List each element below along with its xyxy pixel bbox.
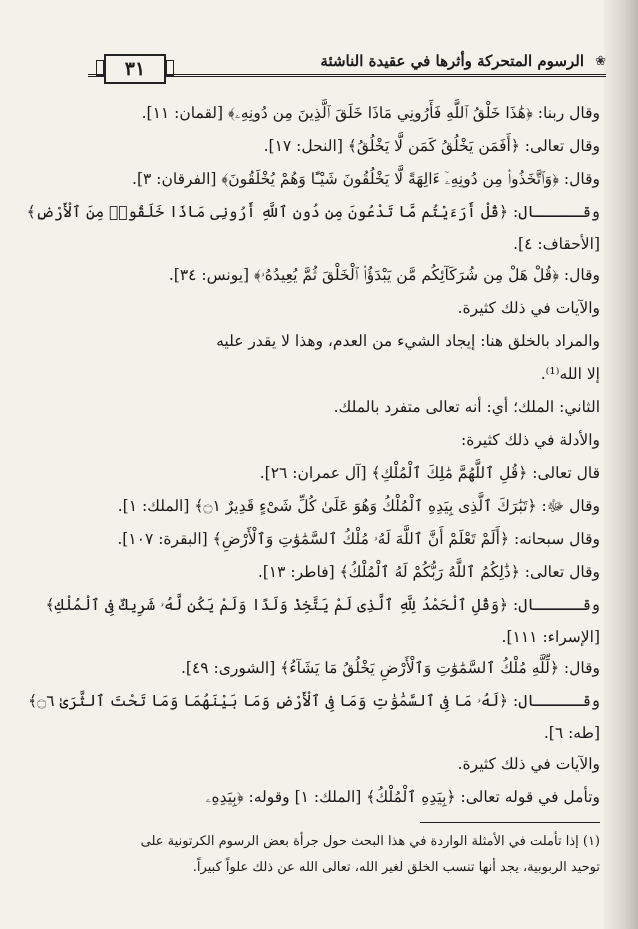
page-header xyxy=(88,44,606,84)
text-line: قال تعالى: ﴿قُلِ ٱللَّهُمَّ مَٰلِكَ ٱلْمُلْكِ﴾ [آل عمران: ٢٦]. xyxy=(259,464,600,482)
text-line: وقال ربنا: ﴿هَٰذَا خَلْقُ ٱللَّهِ فَأَرُونِي مَاذَا خَلَقَ ٱلَّذِينَ مِن دُونِهِۦ﴾ [لقمان: ١١]. xyxy=(141,104,600,122)
text-line: وقال سبحانه: ﴿أَلَمْ تَعْلَمْ أَنَّ ٱللَّهَ لَهُۥ مُلْكُ ٱلسَّمَٰوَٰتِ وَٱلْأَرْضِ﴾ [البقرة: ١٠٧]. xyxy=(117,530,600,548)
text-line: وقال ﷻ: ﴿تَبَٰرَكَ ٱلَّذِى بِيَدِهِ ٱلْمُلْكُ وَهُوَ عَلَىٰ كُلِّ شَىْءٍ قَدِيرٌ ۝١﴾ [الملك: ١]. xyxy=(117,497,600,515)
text-line: وقال: ﴿لِّلَّهِ مُلْكُ ٱلسَّمَٰوَٰتِ وَٱلْأَرْضِ يَخْلُقُ مَا يَشَآءُ﴾ [الشورى: ٤٩]. xyxy=(180,659,600,677)
text-line: وقال تعالى: ﴿أَفَمَن يَخْلُقُ كَمَن لَّا يَخْلُقُ﴾ [النحل: ١٧]. xyxy=(263,137,600,155)
text-line: والآيات في ذلك كثيرة. xyxy=(457,299,600,317)
flower-ornament-icon: ❀ xyxy=(595,54,606,69)
text-line: والمراد بالخلق هنا: إيجاد الشيء من العدم، وهذا لا يقدر عليه xyxy=(216,332,600,350)
running-title: الرسوم المتحركة وأثرها في عقيدة الناشئة xyxy=(320,52,584,70)
text-line: [الإسراء: ١١١]. xyxy=(501,628,600,646)
main-text xyxy=(26,97,600,814)
text-line: الثاني: الملك؛ أي: أنه تعالى متفرد بالملك. xyxy=(333,398,600,416)
text-line: وقال تعالى: ﴿ذَٰلِكُمُ ٱللَّهُ رَبُّكُمْ لَهُ ٱلْمُلْكُ﴾ [فاطر: ١٣]. xyxy=(257,563,600,581)
footnote-separator xyxy=(420,822,600,823)
text-line: وتأمل في قوله تعالى: ﴿بِيَدِهِ ٱلْمُلْكُ﴾ [الملك: ١] وقوله: ﴿بِيَدِهِۦ xyxy=(205,788,600,806)
footnote-line: (١) إذا تأملت في الأمثلة الواردة في هذا البحث حول جرأة بعض الرسوم الكرتونية على xyxy=(140,834,600,849)
text-line: [طه: ٦]. xyxy=(543,724,600,742)
footnote-line: توحيد الربوبية، يجد أنها تنسب الخلق لغير الله، تعالى الله عن ذلك علواً كبيراً. xyxy=(192,860,600,875)
footnote xyxy=(100,829,600,881)
text-line: والأدلة في ذلك كثيرة: xyxy=(461,431,600,449)
text-line: إلا الله⁽¹⁾. xyxy=(540,365,600,383)
text-line: وقـــــال: ﴿قُلْ أَرَءَيْتُم مَّا تَدْعُونَ مِن دُونِ ٱللَّهِ أَرُونِى مَاذَا خَلَقُوا۟ مِنَ ٱلْأَرْضِ﴾ xyxy=(26,203,600,221)
text-line: والآيات في ذلك كثيرة. xyxy=(457,755,600,773)
page-number: ٣١ xyxy=(104,54,166,84)
text-line: [الأحقاف: ٤]. xyxy=(513,235,600,253)
text-line: وقال: ﴿وَٱتَّخَذُوا۟ مِن دُونِهِۦٓ ءَالِهَةً لَّا يَخْلُقُونَ شَيْـًٔا وَهُمْ يُخْلَقُونَ﴾ [الفرقان: ٣]. xyxy=(132,170,600,188)
text-line: وقـــــال: ﴿وَقُلِ ٱلْحَمْدُ لِلَّهِ ٱلَّذِى لَمْ يَتَّخِذْ وَلَدًا وَلَمْ يَكُن لَّهُۥ شَرِيكٌ فِى ٱلْمُلْكِ﴾ xyxy=(45,596,600,614)
book-spine-shadow xyxy=(604,0,638,929)
text-line: وقـــــال: ﴿لَهُۥ مَا فِى ٱلسَّمَٰوَٰتِ وَمَا فِى ٱلْأَرْضِ وَمَا بَيْنَهُمَا وَمَا تَحْتَ ٱلثَّرَىٰ ۝٦﴾ xyxy=(28,692,600,710)
text-line: وقال: ﴿قُلْ هَلْ مِن شُرَكَآئِكُم مَّن يَبْدَؤُا۟ ٱلْخَلْقَ ثُمَّ يُعِيدُهُۥ﴾ [يونس: ٣٤]. xyxy=(168,266,600,284)
